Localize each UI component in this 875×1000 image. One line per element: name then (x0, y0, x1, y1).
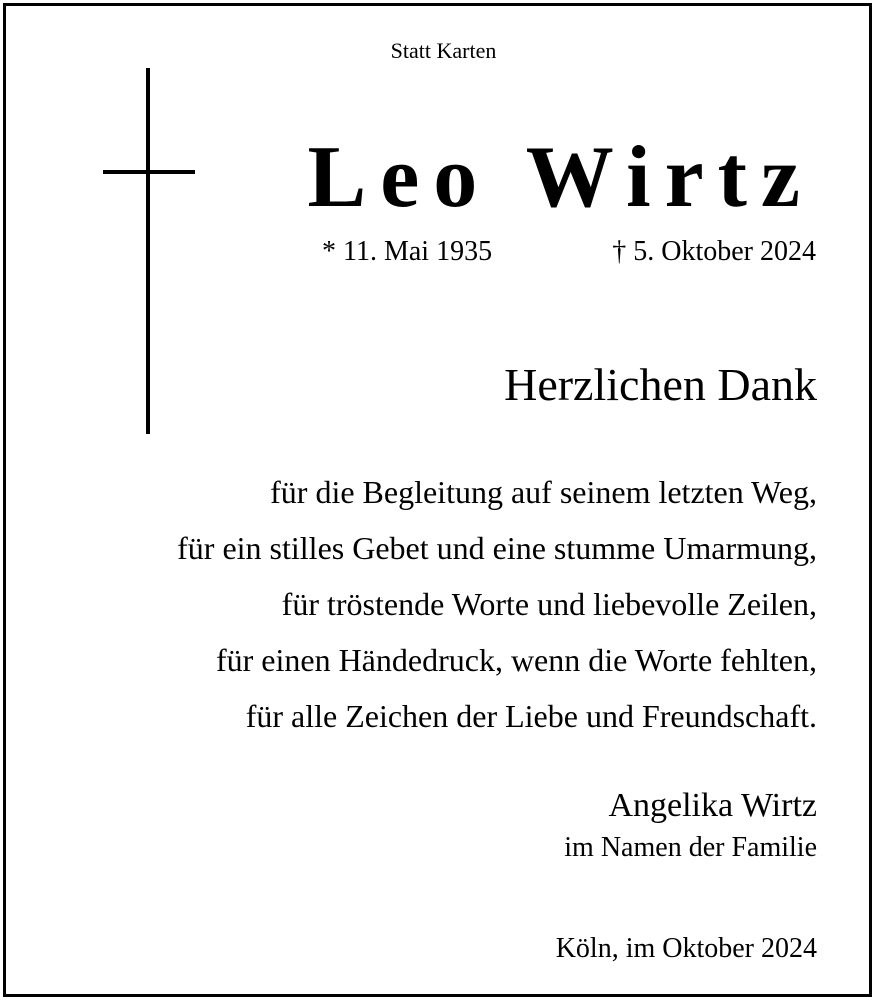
deceased-name: Leo Wirtz (307, 129, 814, 226)
gratitude-line: für ein stilles Gebet und eine stumme Umarmung, (177, 530, 817, 566)
notice-frame (3, 3, 872, 997)
cross-vertical-bar (146, 68, 150, 434)
gratitude-lines (57, 464, 817, 744)
signer-subtitle: im Namen der Familie (564, 832, 817, 863)
header-note: Statt Karten (390, 38, 497, 63)
cross-horizontal-bar (103, 170, 195, 174)
gratitude-line: für einen Händedruck, wenn die Worte fehlten, (215, 642, 817, 678)
place-date: Köln, im Oktober 2024 (555, 933, 817, 964)
signer-name: Angelika Wirtz (608, 787, 817, 824)
thanks-heading: Herzlichen Dank (504, 359, 817, 410)
death-date: † 5. Oktober 2024 (612, 236, 816, 267)
gratitude-line: für alle Zeichen der Liebe und Freundschaft. (245, 698, 817, 734)
birth-date: * 11. Mai 1935 (322, 236, 493, 267)
gratitude-line: für tröstende Worte und liebevolle Zeilen, (281, 586, 817, 622)
gratitude-line: für die Begleitung auf seinem letzten Weg, (270, 474, 817, 510)
